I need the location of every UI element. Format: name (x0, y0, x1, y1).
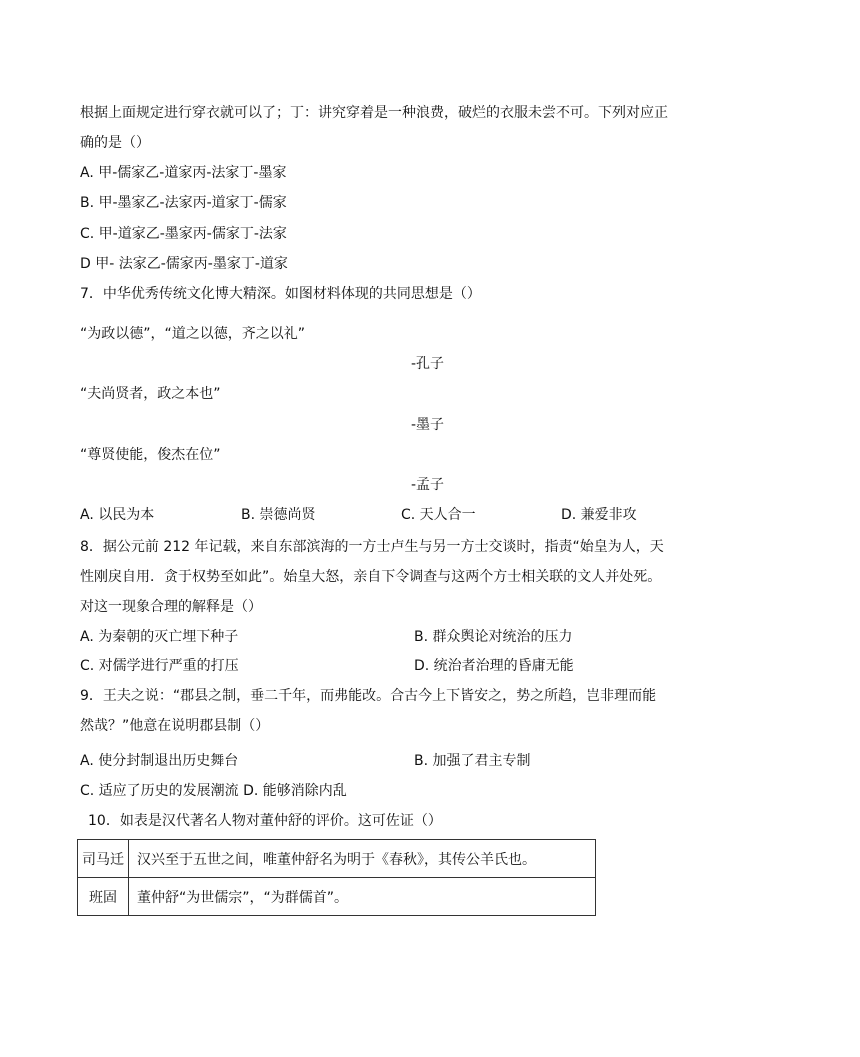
table-row (78, 840, 596, 878)
q8-stem-line: 性刚戾自用．贪于权势至如此”。始皇大怒，亲自下令调查与这两个方士相关联的文人并处死。 (80, 569, 662, 585)
q10-table (77, 839, 596, 916)
q6-option-b: B. 甲-墨家乙-法家丙-道家丁-儒家 (80, 195, 287, 211)
q7-quote: “夫尚贤者，政之本也” (80, 386, 221, 402)
q7-quote-source: -墨子 (411, 417, 445, 433)
q8-option-d: D. 统治者治理的昏庸无能 (414, 658, 574, 674)
table-cell-comment: 汉兴至于五世之间，唯董仲舒名为明于《春秋》，其传公羊氏也。 (129, 840, 596, 878)
q7-quote-source: -孔子 (411, 356, 445, 372)
q6-stem-line: 确的是（） (80, 135, 150, 151)
q7-quote-source: -孟子 (411, 477, 445, 493)
q8-stem-line: 8．据公元前 212 年记载，来自东部滨海的一方士卢生与另一方士交谈时，指责“始皇为人，天 (80, 539, 664, 555)
q6-stem-line: 根据上面规定进行穿衣就可以了；丁：讲究穿着是一种浪费，破烂的衣服未尝不可。下列对应正 (80, 105, 668, 121)
q6-option-c: C. 甲-道家乙-墨家丙-儒家丁-法家 (80, 226, 287, 242)
q8-option-c: C. 对儒学进行严重的打压 (80, 658, 239, 674)
q6-option-d: D 甲- 法家乙-儒家丙-墨家丁-道家 (80, 256, 288, 272)
q7-option-b: B. 崇德尚贤 (241, 507, 316, 523)
q7-option-a: A. 以民为本 (80, 507, 155, 523)
table-cell-person: 司马迁 (78, 840, 129, 878)
q7-quote: “尊贤使能，俊杰在位” (80, 447, 221, 463)
q7-stem: 7．中华优秀传统文化博大精深。如图材料体现的共同思想是（） (80, 286, 481, 302)
q8-option-b: B. 群众舆论对统治的压力 (414, 629, 573, 645)
q7-option-c: C. 天人合一 (401, 507, 476, 523)
q9-stem-line: 9．王夫之说：“郡县之制，垂二千年，而弗能改。合古今上下皆安之，势之所趋，岂非理而能 (80, 688, 657, 704)
q9-option-a: A. 使分封制退出历史舞台 (80, 753, 239, 769)
q7-quote: “为政以德”，“道之以德，齐之以礼” (80, 326, 306, 342)
q9-option-cd: C. 适应了历史的发展潮流 D. 能够消除内乱 (80, 783, 347, 799)
q8-stem-line: 对这一现象合理的解释是（） (80, 599, 262, 615)
table-cell-person: 班固 (78, 878, 129, 916)
table-row (78, 878, 596, 916)
q7-option-d: D. 兼爱非攻 (561, 507, 637, 523)
q9-option-b: B. 加强了君主专制 (414, 753, 531, 769)
q9-stem-line: 然哉？”他意在说明郡县制（） (80, 718, 270, 734)
q6-option-a: A. 甲-儒家乙-道家丙-法家丁-墨家 (80, 165, 287, 181)
q10-stem: 10．如表是汉代著名人物对董仲舒的评价。这可佐证（） (88, 813, 442, 829)
q8-option-a: A. 为秦朝的灭亡埋下种子 (80, 629, 239, 645)
table-cell-comment: 董仲舒“为世儒宗”，“为群儒首”。 (129, 878, 596, 916)
